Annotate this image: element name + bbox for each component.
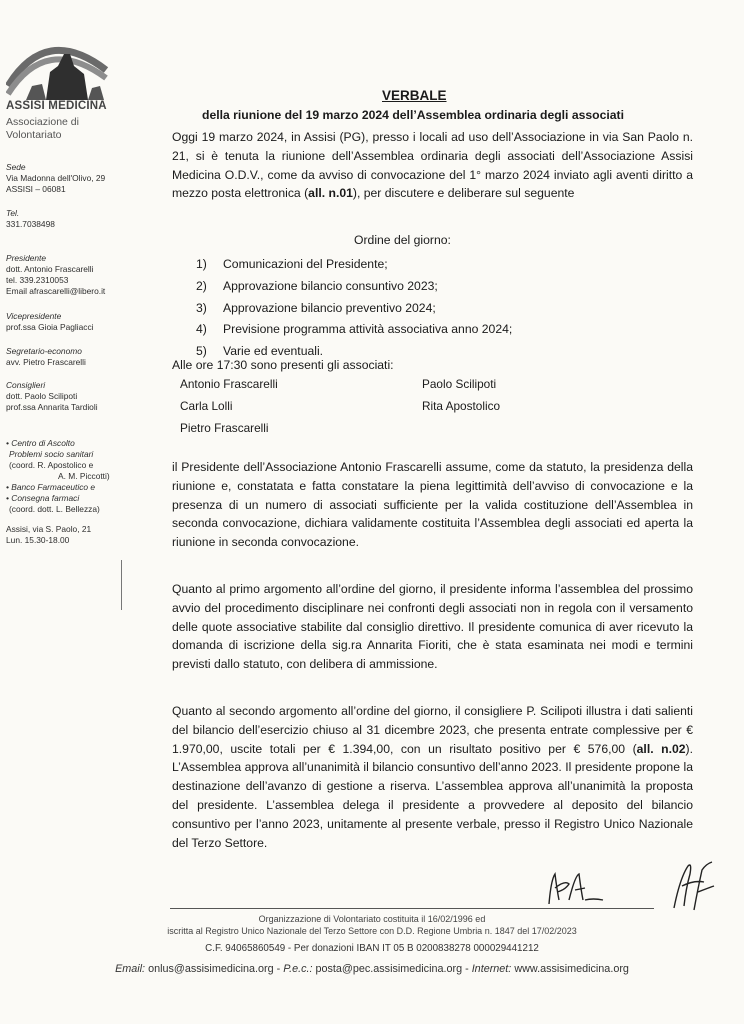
segretario-label: Segretario-economo: [6, 346, 82, 356]
tel-label: Tel.: [6, 208, 20, 218]
sportello-address: Assisi, via S. Paolo, 21: [6, 524, 92, 534]
attendee: Pietro Frascarelli: [180, 420, 269, 435]
presence-intro: Alle ore 17:30 sono presenti gli associati:: [172, 358, 394, 372]
sidebar-vicepresidente: [6, 311, 156, 333]
sede-city: ASSISI – 06081: [6, 184, 66, 194]
centro-ascolto: • Centro di Ascolto: [6, 438, 75, 448]
document-subtitle: della riunione del 19 marzo 2024 dell’Assemblea ordinaria degli associati: [202, 108, 624, 122]
centro-problemi: Problemi socio sanitari: [9, 449, 94, 459]
vicepresidente-label: Vicepresidente: [6, 311, 62, 321]
assisi-medicina-logo: [6, 30, 116, 100]
allegato-2: all. n.02: [636, 741, 686, 756]
agenda-list: [196, 254, 512, 363]
paragraph-3: Quanto al secondo argomento all’ordine del giorno, il consigliere P. Scilipoti illustra i dati salienti del bilancio dell’esercizio chiuso al 31 dicembre 2023, che presenta entrate complessive per € 1.970,00, uscite totali per € 1.394,00, con un risultato positivo per € 576,00 (all. n.02). L’Assemblea approva all’unanimità il bilancio consuntivo dell’anno 2023. Il presidente propone la destinazione dell’avanzo di gestione a riserva. L’assemblea approva all’unanimità la proposta del presidente. L’assemblea delega il presidente a provvedere al deposito del bilancio consuntivo per l’anno 2023, unitamente al presente verbale, presso il Registro Unico Nazionale del Terzo Settore.: [172, 704, 693, 850]
segretario-name: avv. Pietro Frascarelli: [6, 357, 86, 367]
agenda-item: 3) Approvazione bilancio preventivo 2024;: [196, 300, 436, 315]
agenda-heading: Ordine del giorno:: [354, 233, 451, 247]
footer-line-2: iscritta al Registro Unico Nazionale del Terzo Settore con D.D. Regione Umbria n. 1847 del 17/02/2023: [167, 926, 577, 936]
presidente-label: Presidente: [6, 253, 47, 263]
paragraph-2: Quanto al primo argomento all’ordine del giorno, il presidente informa l’assemblea del prossimo avvio del procedimento disciplinare nei confronti degli associati non in regola con il versamento delle quote associative stabilite dal consiglio direttivo. Il presidente comunica di aver ricevuto la domanda di iscrizione della sig.ra Annarita Fioriti, che è stata esaminata nei modi e termini previsti dallo statuto, con delibera di ammissione.: [172, 582, 693, 672]
footer-line-1: Organizzazione di Volontariato costituita il 16/02/1996 ed: [258, 914, 486, 924]
presidente-email: Email afrascarelli@libero.it: [6, 286, 106, 296]
org-name: ASSISI MEDICINA: [6, 100, 107, 112]
vicepresidente-name: prof.ssa Gioia Pagliacci: [6, 322, 94, 332]
sidebar-sede: [6, 162, 156, 195]
attendee: Carla Lolli: [180, 398, 233, 413]
sidebar-presidente: [6, 253, 156, 297]
sede-label: Sede: [6, 162, 26, 172]
agenda-item: 5) Varie ed eventuali.: [196, 344, 324, 359]
signature-2: [668, 858, 718, 912]
consigliere-2: prof.ssa Annarita Tardioli: [6, 402, 98, 412]
agenda-item: 1) Comunicazioni del Presidente;: [196, 257, 388, 271]
footer-email: onlus@assisimedicina.org: [148, 963, 274, 975]
attendees-right: [422, 374, 500, 418]
footer-line-3: C.F. 94065860549 - Per donazioni IBAN IT 05 B 0200838278 000029441212: [205, 943, 539, 954]
attendee: Rita Apostolico: [422, 398, 501, 413]
paragraph-1: il Presidente dell’Associazione Antonio Frascarelli assume, come da statuto, la presidenza della riunione e, constatata e fatta constatare la piena legittimità dell’avviso di convocazione e la presenza di un numero di associati sufficiente per la valida costituzione dell’Assemblea in seconda convocazione, dichiara validamente costituita l’Assemblea degli associati ed aperta la riunione in seconda convocazione.: [172, 460, 693, 550]
centro-coord: (coord. R. Apostolico e: [9, 460, 94, 470]
agenda-item: 2) Approvazione bilancio consuntivo 2023;: [196, 278, 438, 293]
sidebar-services: [6, 438, 156, 515]
footer-pec: posta@pec.assisimedicina.org: [315, 963, 463, 975]
consiglieri-label: Consiglieri: [6, 380, 46, 390]
consegna-farmaci: • Consegna farmaci: [6, 493, 80, 503]
sidebar-sportello: [6, 524, 156, 546]
attendee: Antonio Frascarelli: [180, 377, 278, 391]
sede-address: Via Madonna dell'Olivo, 29: [6, 173, 106, 183]
footer-website: www.assisimedicina.org: [514, 963, 629, 975]
document-title: VERBALE: [382, 88, 447, 103]
presidente-tel: tel. 339.2310053: [6, 275, 69, 285]
agenda-item: 4) Previsione programma attività associativa anno 2024;: [196, 322, 513, 337]
banco-farmaceutico: • Banco Farmaceutico e: [6, 482, 96, 492]
sidebar-segretario: [6, 346, 156, 368]
footer-contacts: Email: onlus@assisimedicina.org - P.e.c.: posta@pec.assisimedicina.org - Internet: www.assisimedicina.org: [115, 963, 629, 975]
tel-number: 331.7038498: [6, 219, 55, 229]
org-subtitle: Associazione di Volontariato: [6, 116, 79, 141]
footer-divider: [170, 908, 654, 909]
banco-coord: (coord. dott. L. Bellezza): [9, 504, 100, 514]
attendee: Paolo Scilipoti: [422, 377, 497, 391]
sportello-hours: Lun. 15.30-18.00: [6, 535, 70, 545]
centro-coord-2: A. M. Piccotti): [58, 471, 110, 481]
signature-1: [545, 870, 605, 910]
intro-paragraph: Oggi 19 marzo 2024, in Assisi (PG), presso i locali ad uso dell’Associazione in via San Paolo n. 21, si è tenuta la riunione dell’Assemblea ordinaria degli associati dell’Associazione Assisi Medicina O.D.V., come da avviso di convocazione del 1° marzo 2024 inviato agli aventi diritto a mezzo posta elettronica (all. n.01), per discutere e deliberare sul seguente: [172, 130, 693, 201]
margin-line: [121, 560, 122, 610]
allegato-1: all. n.01: [308, 186, 353, 201]
presidente-name: dott. Antonio Frascarelli: [6, 264, 94, 274]
consigliere-1: dott. Paolo Scilipoti: [6, 391, 78, 401]
attendees-left: [180, 374, 278, 439]
sidebar-consiglieri: [6, 380, 156, 413]
sidebar-tel: [6, 208, 156, 230]
